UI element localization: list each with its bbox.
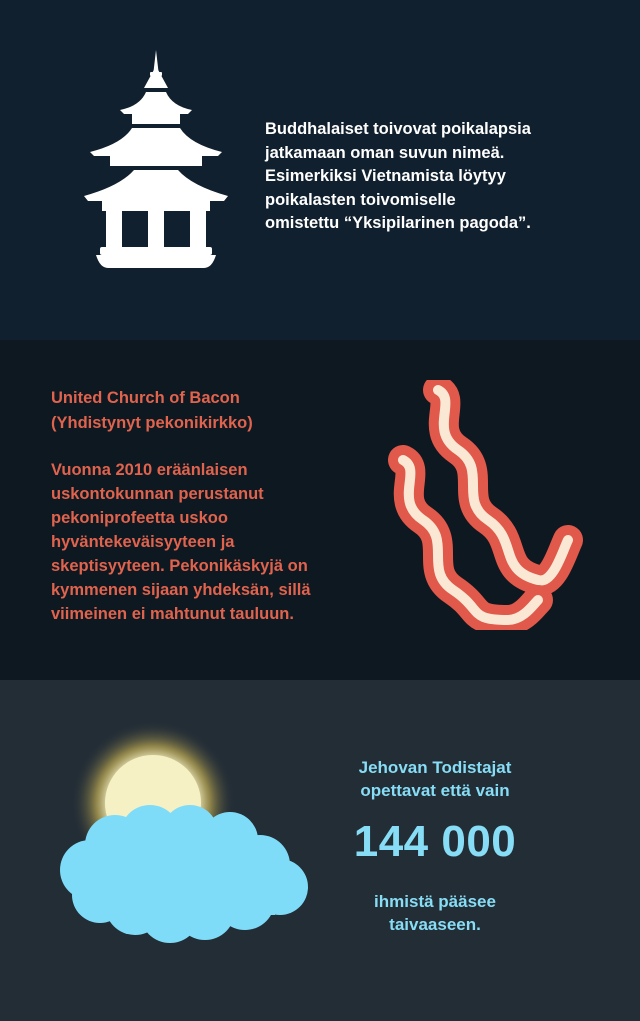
bacon-body-line: pekoniprofeetta uskoo [51,509,228,527]
jehovah-outro [330,890,540,936]
jehovah-intro-line: Jehovan Todistajat [358,758,512,777]
buddhism-text [265,118,610,236]
jehovah-intro [330,756,540,802]
bacon-body-line: Vuonna 2010 eräänlaisen [51,461,248,479]
buddhism-section [0,0,640,340]
buddhism-text-line: Buddhalaiset toivovat poikalapsia [265,120,531,138]
jehovah-number: 144 000 [353,817,517,866]
bacon-title-line: (Yhdistynyt pekonikirkko) [51,413,253,432]
bacon-body-line: uskontokunnan perustanut [51,485,264,503]
pagoda-icon [80,48,232,273]
buddhism-text-line: poikalasten toivomiselle [265,190,456,209]
jehovah-outro-line: taivaaseen. [389,915,481,934]
bacon-icon [388,380,583,630]
bacon-title [51,386,253,435]
bacon-body-line: skeptisyyteen. Pekonikäskyjä on [51,557,308,575]
bacon-title-line: United Church of Bacon [51,389,240,407]
buddhism-text-line: omistettu “Yksipilarinen pagoda”. [265,214,531,232]
bacon-body [51,458,311,626]
buddhism-text-line: Esimerkiksi Vietnamista löytyy [265,167,506,185]
bacon-body-line: hyväntekeväisyyteen ja [51,533,235,551]
bacon-body-line: viimeinen ei mahtunut tauluun. [51,605,294,623]
jehovah-outro-line: ihmistä pääsee [374,892,496,911]
buddhism-text-line: jatkamaan oman suvun nimeä. [265,143,505,162]
bacon-body-line: kymmenen sijaan yhdeksän, sillä [51,581,311,599]
moon-cloud-icon [55,715,315,955]
jehovah-intro-line: opettavat että vain [360,781,510,800]
